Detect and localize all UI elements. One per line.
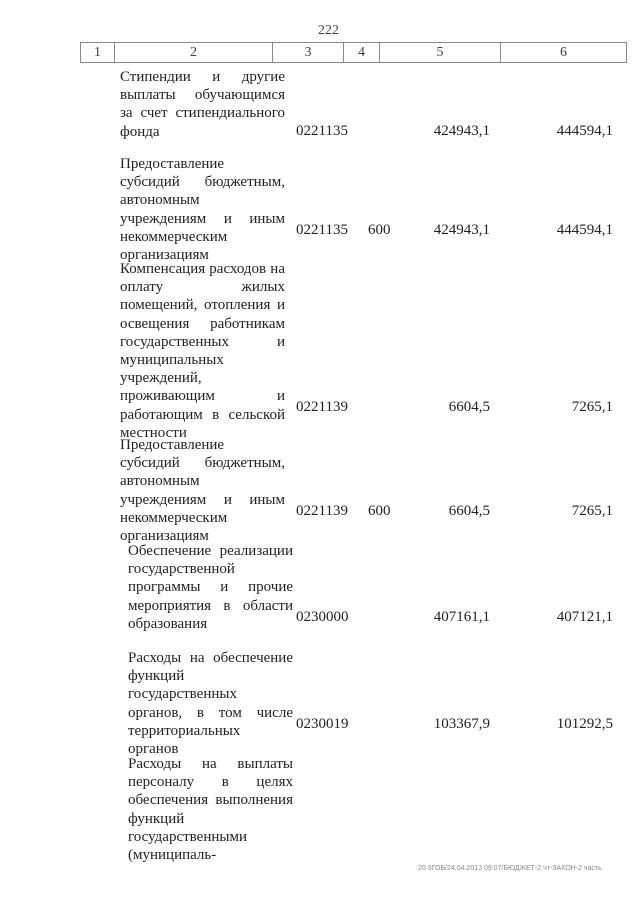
row-description: Расходы на выплаты персоналу в целях обеспечения выполнения функций государственными (муниципаль-	[128, 756, 293, 864]
row-code: 0221139	[296, 399, 348, 415]
row-amount-1: 424943,1	[433, 123, 490, 139]
page-number: 222	[318, 23, 339, 38]
row-description: Обеспечение реализации государственной программы и прочие мероприятия в области образования	[128, 543, 293, 632]
table-row	[0, 260, 640, 441]
row-amount-2: 101292,5	[556, 716, 613, 732]
table-row	[0, 542, 640, 632]
table-row	[0, 755, 640, 864]
row-description: Стипендии и другие выплаты обучающимся за счет стипендиального фонда	[120, 69, 285, 140]
header-col-3: 3	[273, 43, 344, 62]
row-code: 0221139	[296, 503, 348, 519]
table-row	[0, 649, 640, 758]
row-amount-1: 103367,9	[433, 716, 490, 732]
header-col-5: 5	[380, 43, 501, 62]
header-col-6: 6	[560, 45, 567, 60]
row-description: Расходы на обеспечение функций государственных органов, в том числе территориальных органов	[128, 650, 293, 758]
row-amount-2: 444594,1	[556, 123, 613, 139]
row-description: Компенсация расходов на оплату жилых помещений, отопления и освещения работникам государственных и муниципальных учреждений, проживающим и работающим в сельской местности	[120, 261, 285, 441]
row-amount-1: 6604,5	[448, 399, 490, 415]
table-row	[0, 68, 640, 140]
table-row	[0, 155, 640, 264]
row-expense-type: 600	[368, 222, 391, 238]
row-amount-1: 6604,5	[448, 503, 490, 519]
row-amount-2: 407121,1	[556, 609, 613, 625]
row-code: 0230019	[296, 716, 349, 732]
header-col-2: 2	[115, 43, 273, 62]
row-description: Предоставление субсидий бюджетным, автономным учреждениям и иным некоммерческим организациям	[120, 156, 285, 264]
header-col-4: 4	[344, 43, 380, 62]
row-amount-2: 7265,1	[571, 503, 613, 519]
row-expense-type: 600	[368, 503, 391, 519]
row-amount-1: 407161,1	[433, 609, 490, 625]
row-amount-1: 424943,1	[433, 222, 490, 238]
row-amount-2: 7265,1	[571, 399, 613, 415]
footer-stamp: 20 3ГОБ/24.04.2013 09:07/БЮДЖЕТ-2 чт-ЗАКОН-2 часть	[418, 865, 602, 872]
row-code: 0221135	[296, 123, 348, 139]
header-col-1: 1	[81, 43, 115, 62]
row-description: Предоставление субсидий бюджетным, автономным учреждениям и иным некоммерческим организациям	[120, 437, 285, 545]
row-code: 0230000	[296, 609, 349, 625]
table-header	[80, 42, 627, 63]
table-row	[0, 436, 640, 545]
row-code: 0221135	[296, 222, 348, 238]
row-amount-2: 444594,1	[556, 222, 613, 238]
